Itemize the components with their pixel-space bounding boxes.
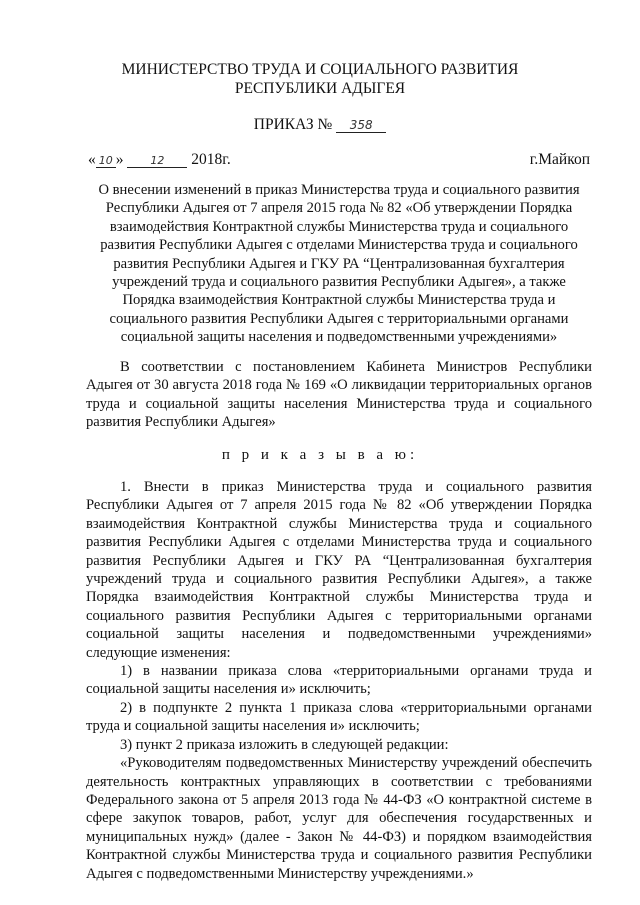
order-subject: О внесении изменений в приказ Министерства труда и социального развития Республики Адыгея от 7 апреля 2015 года № 82 «Об утверждении Порядка взаимодействия Контрактной службы Министерства труда и социального развития Республики Адыгея с отделами Министерства труда и социального развития Республики Адыгея и ГКУ РА “Централизованная бухгалтерия учреждений труда и социального развития Республики Адыгея», а также Порядка взаимодействия Контрактной службы Министерства труда и социального развития Республики Адыгея с территориальными органами социальной защиты населения и подведомственными учреждениями» [98, 182, 580, 346]
order-number: 358 [336, 118, 386, 133]
subitem-3: 3) пункт 2 приказа изложить в следующей редакции: [120, 736, 449, 753]
date-line [88, 151, 590, 169]
ministry-name-line1: МИНИСТЕРСТВО ТРУДА И СОЦИАЛЬНОГО РАЗВИТИЯ [121, 61, 519, 78]
new-wording-quote: «Руководителям подведомственных Министерству учреждений обеспечить деятельность контрактных управляющих в соответствии с требованиями Федерального закона от 5 апреля 2013 года № 44-ФЗ «О контрактной системе в сфере закупок товаров, работ, услуг для обеспечения государственных и муниципальных нужд» (далее - Закон № 44-ФЗ) и порядком взаимодействия Контрактной службы Министерства труда и социального развития Республики Адыгея с подведомственными Министерству учреждениями.» [86, 755, 592, 882]
date-month: 12 [127, 154, 187, 168]
ministry-name-line2: РЕСПУБЛИКИ АДЫГЕЯ [234, 80, 406, 97]
legal-basis: В соответствии с постановлением Кабинета Министров Республики Адыгея от 30 августа 2018 года № 169 «О ликвидации территориальных органов труда и социальной защиты населения Министерства труда и социального развития Республики Адыгея» [86, 359, 592, 431]
item-1: 1. Внести в приказ Министерства труда и социального развития Республики Адыгея от 7 апреля 2015 года № 82 «Об утверждении Порядка взаимодействия Контрактной службы Министерства труда и социального развития Республики Адыгея с отделами Министерства труда и социального развития Республики Адыгея и ГКУ РА “Централизованная бухгалтерия учреждений труда и социального развития Республики Адыгея», а также Порядка взаимодействия Контрактной службы Министерства труда и социального развития Республики Адыгея с территориальными органами социальной защиты населения и подведомственными учреждениями» следующие изменения: [86, 479, 592, 661]
date-open-quote: « [88, 151, 96, 168]
subitem-1: 1) в названии приказа слова «территориальными органами труда и социальной защиты населения и» исключить; [86, 663, 592, 698]
decree-word: п р и к а з ы в а ю: [221, 447, 419, 463]
order-label: ПРИКАЗ № [253, 116, 333, 133]
order-title [0, 116, 640, 134]
date-close-quote: » [115, 151, 124, 168]
city: г.Майкоп [529, 151, 590, 168]
date-day: 10 [96, 154, 116, 168]
order-body [86, 478, 592, 883]
date-year: 2018г. [191, 151, 231, 168]
ministry-header [0, 60, 640, 98]
subitem-2: 2) в подпункте 2 пункта 1 приказа слова «территориальными органами труда и социальной защиты населения и» исключить; [86, 699, 592, 735]
